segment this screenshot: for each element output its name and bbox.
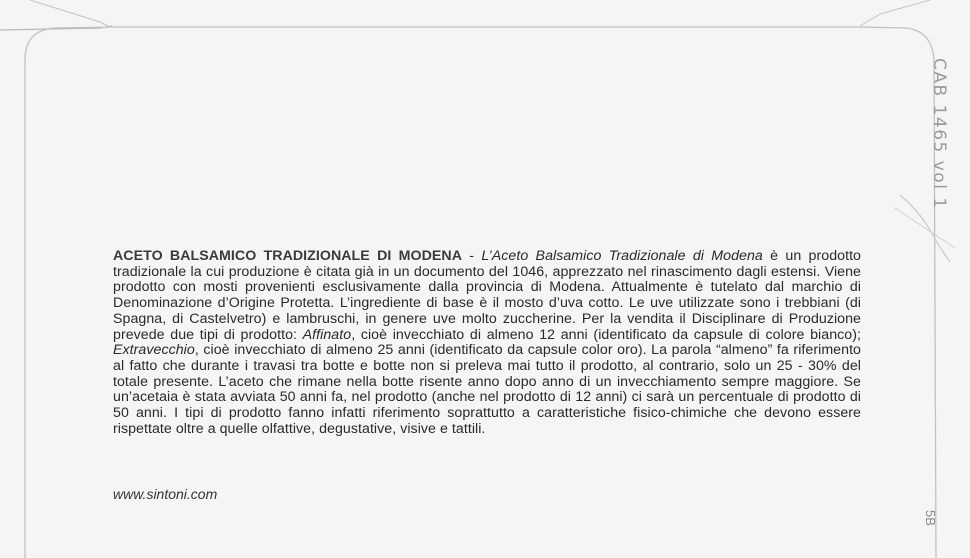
article-paragraph — [113, 249, 861, 437]
catalog-code-text: CAB 1465 vol 1 — [929, 58, 949, 210]
heading-separator: - — [462, 248, 482, 264]
article-heading: ACETO BALSAMICO TRADIZIONALE DI MODENA — [113, 248, 463, 264]
article-italic-extravecchio: Extravecchio — [113, 342, 195, 359]
article-italic-affinato: Affinato — [302, 326, 352, 343]
corner-code: 5B — [923, 510, 938, 526]
website-link[interactable]: www.sintoni.com — [113, 486, 218, 502]
handwritten-catalog-code — [920, 58, 960, 268]
article-text-part3: , cioè invecchiato di almeno 25 anni (identificato da capsule color oro). La parola “almeno” fa riferimento al fatto che durante i travasi tra botte e botte non si preleva mai tutto il prodotto, al contrario, solo un 25 - 30% del totale presente. L’aceto che rimane nella botte risente anno dopo anno di un invecchiamento sempre maggiore. Se un’acetaia è stata avviata 50 anni fa, nel prodotto (anche nel prodotto di 12 anni) ci sarà un percentuale di prodotto di 50 anni. I tipi di prodotto fanno infatti riferimento soprattutto a caratteristiche fisico-chimiche che devono essere rispettate oltre a quelle olfattive, degustative, visive e tattili. — [113, 342, 861, 437]
article-italic-lead: L’Aceto Balsamico Tradizionale di Modena — [481, 248, 763, 264]
article-text-part1: è un prodotto tradizionale la cui produzione è citata già in un documento del 1046, apprezzato nel rinascimento dagli estensi. Viene prodotto con mosti provenienti esclusivamente dalla provincia di Modena. Attualmente è tutelato dal marchio di Denominazione d’Origine Protetta. L’ingrediente di base è il mosto d’uva cotto. Le uve utilizzate sono i trebbiani (di Spagna, di Castelvetro) e lambruschi, in genere uve molto zuccherine. Per la vendita il Disciplinare di Produzione prevede due tipi di prodotto: — [113, 248, 862, 343]
article-text-part2: , cioè invecchiato di almeno 12 anni (identificato da capsule di colore bianco); — [351, 326, 861, 343]
